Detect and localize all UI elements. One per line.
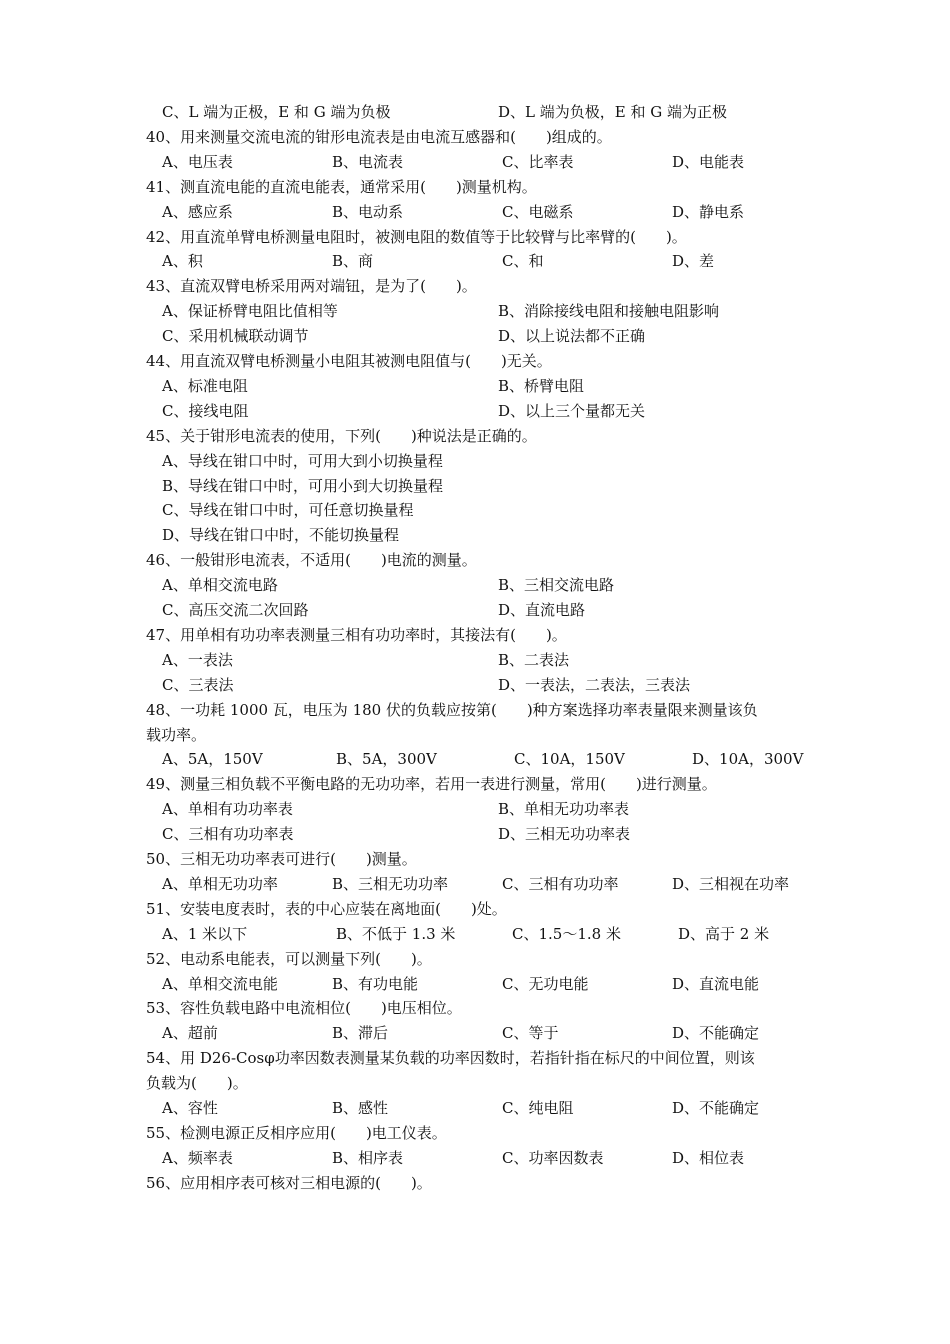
- option-d-text: D、高于 2 米: [678, 924, 770, 943]
- option-row: [146, 1021, 826, 1046]
- option-b-text: B、单相无功功率表: [498, 800, 630, 819]
- option-c-text: C、纯电阻: [502, 1099, 574, 1117]
- option-row: [146, 1146, 826, 1171]
- option-c-text: C、1.5～1.8 米: [512, 924, 621, 943]
- option-row: [146, 100, 826, 125]
- option-b-text: B、滞后: [332, 1024, 389, 1043]
- option-a-text: A、感应系: [162, 202, 233, 221]
- question-text: 47、用单相有功功率表测量三相有功功率时，其接法有( )。: [146, 625, 567, 644]
- question-text: 负载为( )。: [146, 1074, 248, 1093]
- option-a-text: C、三相有功功率表: [162, 825, 294, 844]
- option-b-text: D、三相无功功率表: [498, 825, 631, 844]
- option-row: [146, 1096, 826, 1121]
- option-d-text: D、电能表: [672, 152, 745, 171]
- option-row: [146, 324, 826, 349]
- question-text: 50、三相无功功率表可进行( )测量。: [146, 850, 417, 868]
- option-row: [146, 972, 826, 997]
- option-d-text: D、三相视在功率: [672, 874, 790, 893]
- option-c-text: C、和: [502, 252, 544, 271]
- option-d-text: D、10A，300V: [692, 750, 804, 769]
- question-text: 55、检测电源正反相序应用( )电工仪表。: [146, 1123, 447, 1142]
- option-b-text: B、感性: [332, 1099, 389, 1117]
- option-b-text: B、有功电能: [332, 974, 419, 993]
- question-text: 40、用来测量交流电流的钳形电流表是由电流互感器和( )组成的。: [146, 127, 612, 146]
- question-text: 49、测量三相负载不平衡电路的无功功率，若用一表进行测量，常用( )进行测量。: [146, 775, 717, 794]
- option-b-text: B、消除接线电阻和接触电阻影响: [498, 302, 720, 321]
- option-a-text: A、保证桥臂电阻比值相等: [162, 302, 338, 321]
- option-row: [146, 797, 826, 822]
- option-row: [146, 249, 826, 274]
- option-c-text: C、三相有功功率: [502, 874, 619, 893]
- question-text: 载功率。: [146, 725, 207, 744]
- option-a-text: A、容性: [162, 1099, 218, 1117]
- option-line: A、导线在钳口中时，可用大到小切换量程: [162, 451, 443, 470]
- option-a-text: A、频率表: [162, 1148, 233, 1167]
- question-text: 48、一功耗 1000 瓦，电压为 180 伏的负载应按第( )种方案选择功率表量限来测量该负: [146, 700, 758, 719]
- option-c-text: C、功率因数表: [502, 1148, 604, 1167]
- option-c-text: C、无功电能: [502, 974, 589, 993]
- option-b-text: B、三相无功功率: [332, 874, 449, 893]
- question-text: 44、用直流双臂电桥测量小电阻其被测电阻值与( )无关。: [146, 352, 552, 370]
- option-row: [146, 822, 826, 847]
- option-b-text: B、不低于 1.3 米: [336, 924, 456, 943]
- option-b-text: B、电动系: [332, 202, 404, 221]
- option-a-text: A、一表法: [162, 650, 233, 669]
- option-row: [146, 922, 826, 947]
- option-a-text: A、单相交流电能: [162, 974, 278, 993]
- option-row: [146, 374, 826, 399]
- option-a-text: A、1 米以下: [162, 924, 248, 943]
- option-row: [146, 673, 826, 698]
- option-a-text: C、采用机械联动调节: [162, 327, 309, 346]
- option-b-text: B、电流表: [332, 152, 404, 171]
- question-text: 52、电动系电能表，可以测量下列( )。: [146, 949, 432, 968]
- option-b-text: D、直流电路: [498, 601, 586, 619]
- option-b-text: B、桥臂电阻: [498, 376, 585, 395]
- question-text: 45、关于钳形电流表的使用，下列( )种说法是正确的。: [146, 426, 537, 445]
- option-row: [146, 648, 826, 673]
- option-a-text: C、三表法: [162, 675, 234, 694]
- option-a-text: C、L 端为正极，E 和 G 端为负极: [162, 103, 391, 121]
- option-row: [146, 872, 826, 897]
- option-d-text: D、直流电能: [672, 974, 760, 993]
- question-text: 51、安装电度表时，表的中心应装在离地面( )处。: [146, 899, 507, 918]
- option-d-text: D、不能确定: [672, 1024, 760, 1043]
- option-a-text: A、单相交流电路: [162, 576, 278, 595]
- question-text: 41、测直流电能的直流电能表，通常采用( )测量机构。: [146, 177, 537, 196]
- option-row: [146, 399, 826, 424]
- option-b-text: B、商: [332, 252, 374, 271]
- option-a-text: C、接线电阻: [162, 401, 249, 420]
- option-a-text: A、积: [162, 252, 203, 271]
- option-a-text: C、高压交流二次回路: [162, 601, 309, 619]
- option-row: [146, 598, 826, 623]
- option-line: B、导线在钳口中时，可用小到大切换量程: [162, 476, 444, 495]
- option-b-text: D、一表法，二表法，三表法: [498, 675, 691, 694]
- option-a-text: A、标准电阻: [162, 376, 248, 395]
- option-line: C、导线在钳口中时，可任意切换量程: [162, 501, 414, 520]
- option-b-text: B、二表法: [498, 650, 570, 669]
- option-c-text: C、10A，150V: [514, 750, 625, 769]
- option-a-text: A、电压表: [162, 152, 233, 171]
- option-row: [146, 200, 826, 225]
- option-d-text: D、相位表: [672, 1148, 745, 1167]
- option-line: D、导线在钳口中时，不能切换量程: [162, 526, 400, 545]
- question-text: 56、应用相序表可核对三相电源的( )。: [146, 1173, 432, 1192]
- option-d-text: D、差: [672, 252, 715, 271]
- option-row: [146, 150, 826, 175]
- option-c-text: C、比率表: [502, 152, 574, 171]
- option-c-text: C、等于: [502, 1024, 559, 1043]
- question-text: 46、一般钳形电流表，不适用( )电流的测量。: [146, 551, 477, 570]
- option-row: [146, 299, 826, 324]
- option-b-text: B、三相交流电路: [498, 576, 615, 595]
- option-b-text: D、以上说法都不正确: [498, 327, 646, 346]
- option-a-text: A、单相有功功率表: [162, 800, 293, 819]
- option-row: [146, 747, 826, 772]
- question-text: 43、直流双臂电桥采用两对端钮，是为了( )。: [146, 277, 477, 296]
- option-d-text: D、静电系: [672, 202, 745, 221]
- option-b-text: B、相序表: [332, 1148, 404, 1167]
- option-b-text: B、5A，300V: [336, 750, 437, 769]
- option-a-text: A、5A，150V: [162, 750, 263, 769]
- option-b-text: D、L 端为负极，E 和 G 端为正极: [498, 103, 727, 121]
- question-text: 53、容性负载电路中电流相位( )电压相位。: [146, 999, 462, 1018]
- option-c-text: C、电磁系: [502, 202, 574, 221]
- question-text: 54、用 D26-Cosφ功率因数表测量某负载的功率因数时，若指针指在标尺的中间位置，则该: [146, 1049, 755, 1068]
- option-d-text: D、不能确定: [672, 1099, 760, 1117]
- option-b-text: D、以上三个量都无关: [498, 401, 646, 420]
- option-a-text: A、单相无功功率: [162, 874, 278, 893]
- option-row: [146, 573, 826, 598]
- option-a-text: A、超前: [162, 1024, 218, 1043]
- question-text: 42、用直流单臂电桥测量电阻时，被测电阻的数值等于比较臂与比率臂的( )。: [146, 227, 687, 246]
